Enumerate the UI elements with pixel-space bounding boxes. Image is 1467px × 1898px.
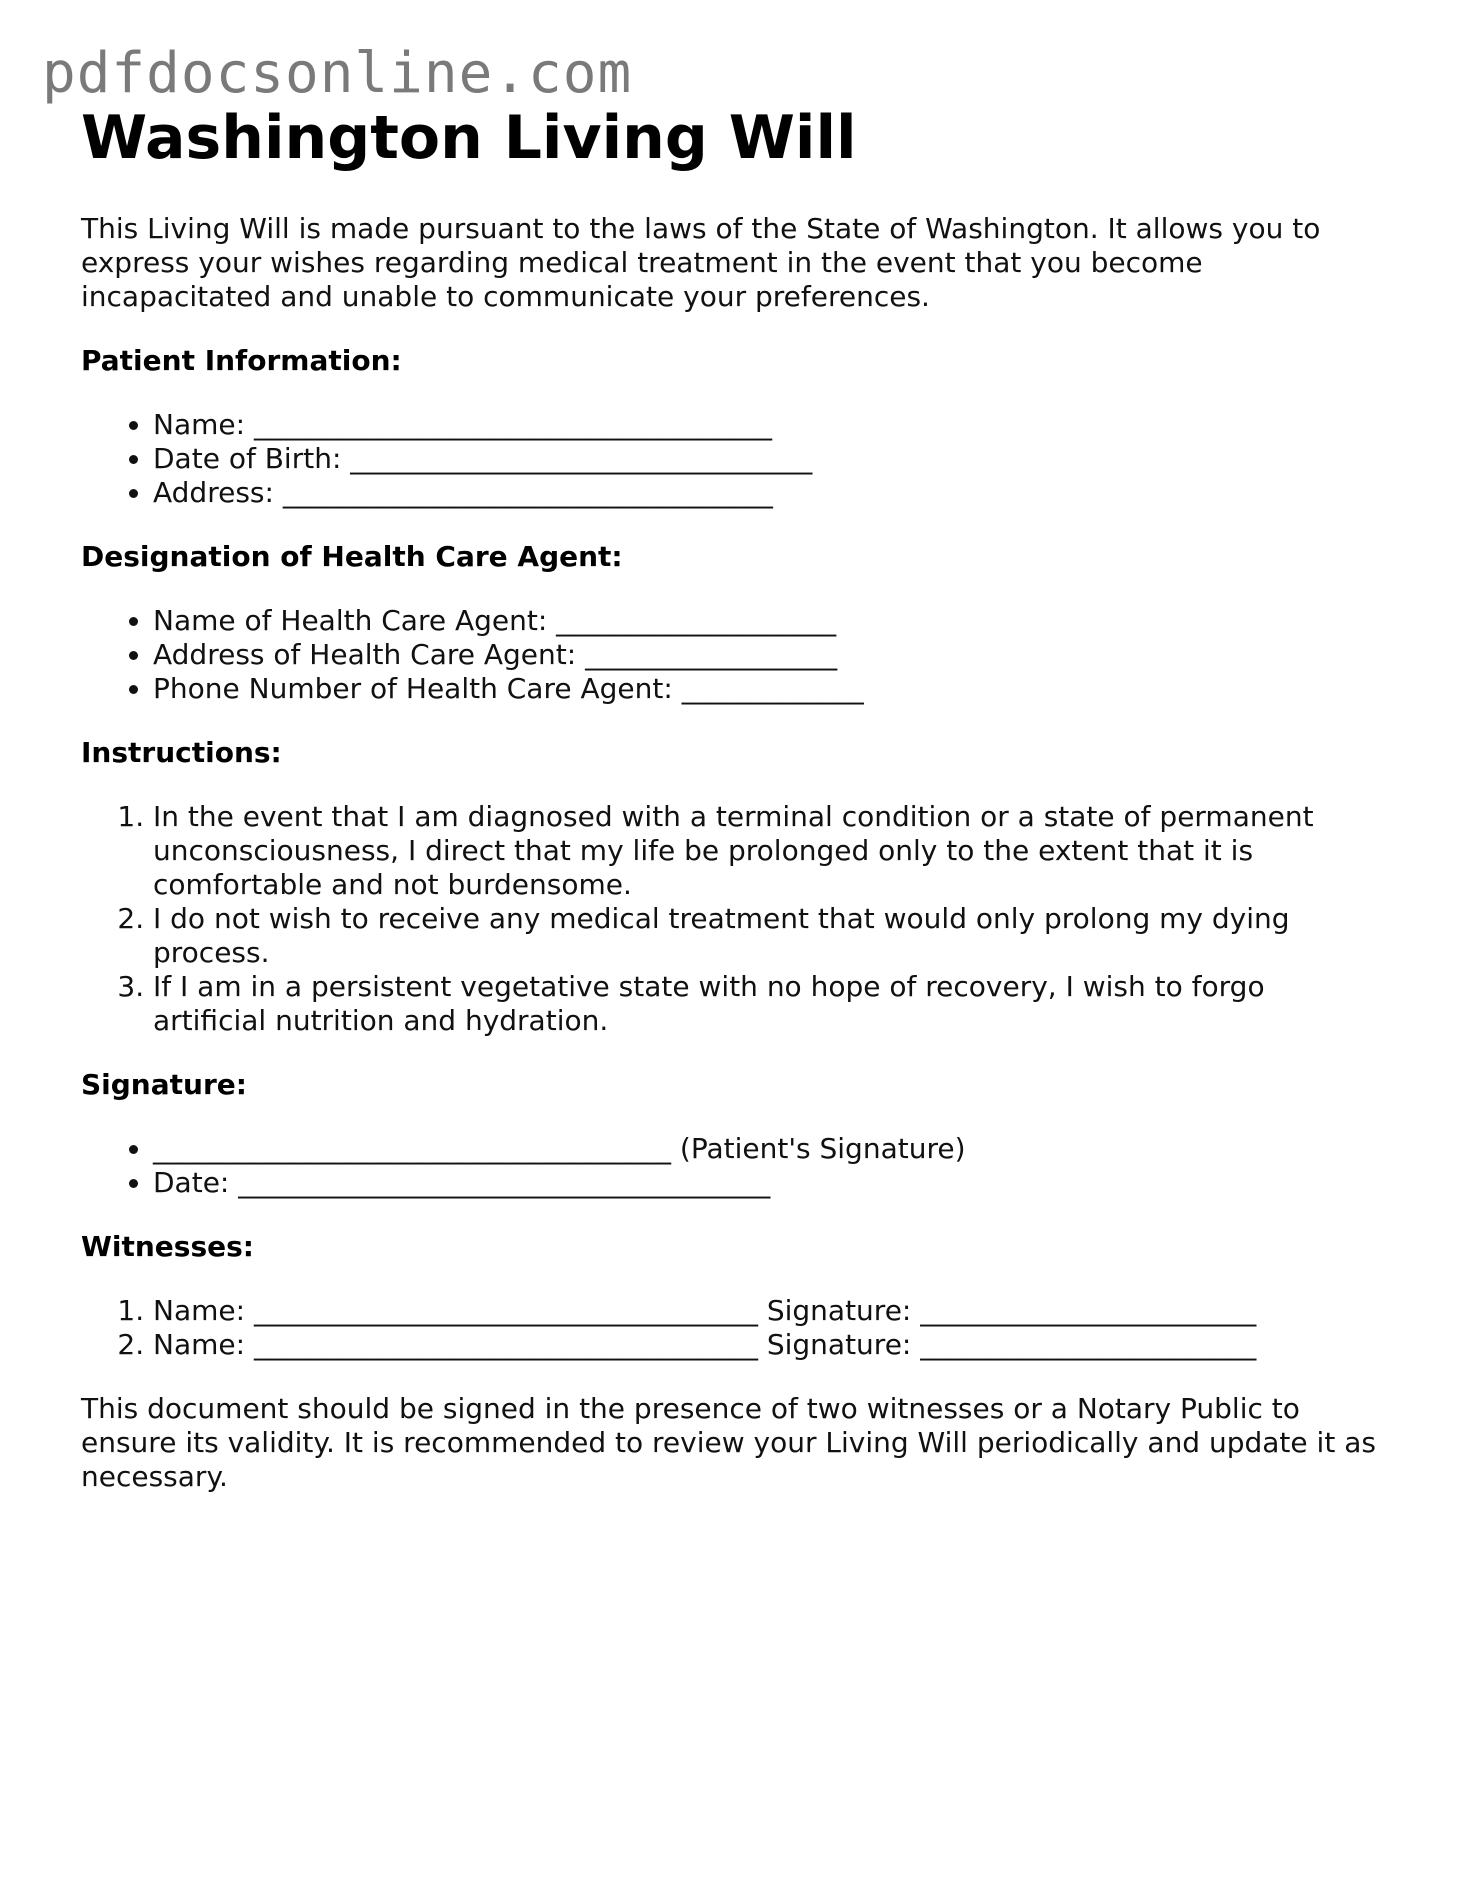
agent-address-field: • Address of Health Care Agent: __________________ [153,638,1381,672]
witness-row: 2. Name: ____________________________________ Signature: ________________________ [153,1328,1381,1362]
agent-list [81,604,1381,706]
agent-phone-field: • Phone Number of Health Care Agent: _____________ [153,672,1381,706]
patient-info-heading: Patient Information: [81,344,402,377]
watermark-text: pdfdocsonline.com [42,41,633,106]
instruction-item: 2. I do not wish to receive any medical treatment that would only prolong my dying process. [153,902,1381,970]
witness-row: 1. Name: ____________________________________ Signature: ________________________ [153,1294,1381,1328]
signature-heading: Signature: [81,1068,247,1101]
patient-name-field: • Name: _____________________________________ [153,408,1381,442]
witnesses-list [81,1294,1381,1362]
patient-info-list [81,408,1381,510]
signature-list [81,1132,1381,1200]
instructions-heading: Instructions: [81,736,282,769]
document-page [81,100,1381,1494]
patient-dob-field: • Date of Birth: _________________________________ [153,442,1381,476]
instruction-item: 1. In the event that I am diagnosed with a terminal condition or a state of permanent unconsciousness, I direct that my life be prolonged only to the extent that it is comfortable and not burdensome. [153,800,1381,902]
instruction-item: 3. If I am in a persistent vegetative state with no hope of recovery, I wish to forgo artificial nutrition and hydration. [153,970,1381,1038]
witnesses-heading: Witnesses: [81,1230,254,1263]
agent-heading: Designation of Health Care Agent: [81,540,623,573]
intro-paragraph: This Living Will is made pursuant to the laws of the State of Washington. It allows you to express your wishes regarding medical treatment in the event that you become incapacitated and unable to communicate your preferences. [81,212,1321,313]
patient-signature-field: • _____________________________________ (Patient's Signature) [153,1132,1381,1166]
instructions-list [81,800,1381,1038]
patient-address-field: • Address: ___________________________________ [153,476,1381,510]
document-title: Washington Living Will [81,103,857,173]
agent-name-field: • Name of Health Care Agent: ____________________ [153,604,1381,638]
closing-paragraph: This document should be signed in the presence of two witnesses or a Notary Public to ensure its validity. It is recommended to review your Living Will periodically and update it as necessary. [81,1392,1376,1493]
signature-date-field: • Date: ______________________________________ [153,1166,1381,1200]
